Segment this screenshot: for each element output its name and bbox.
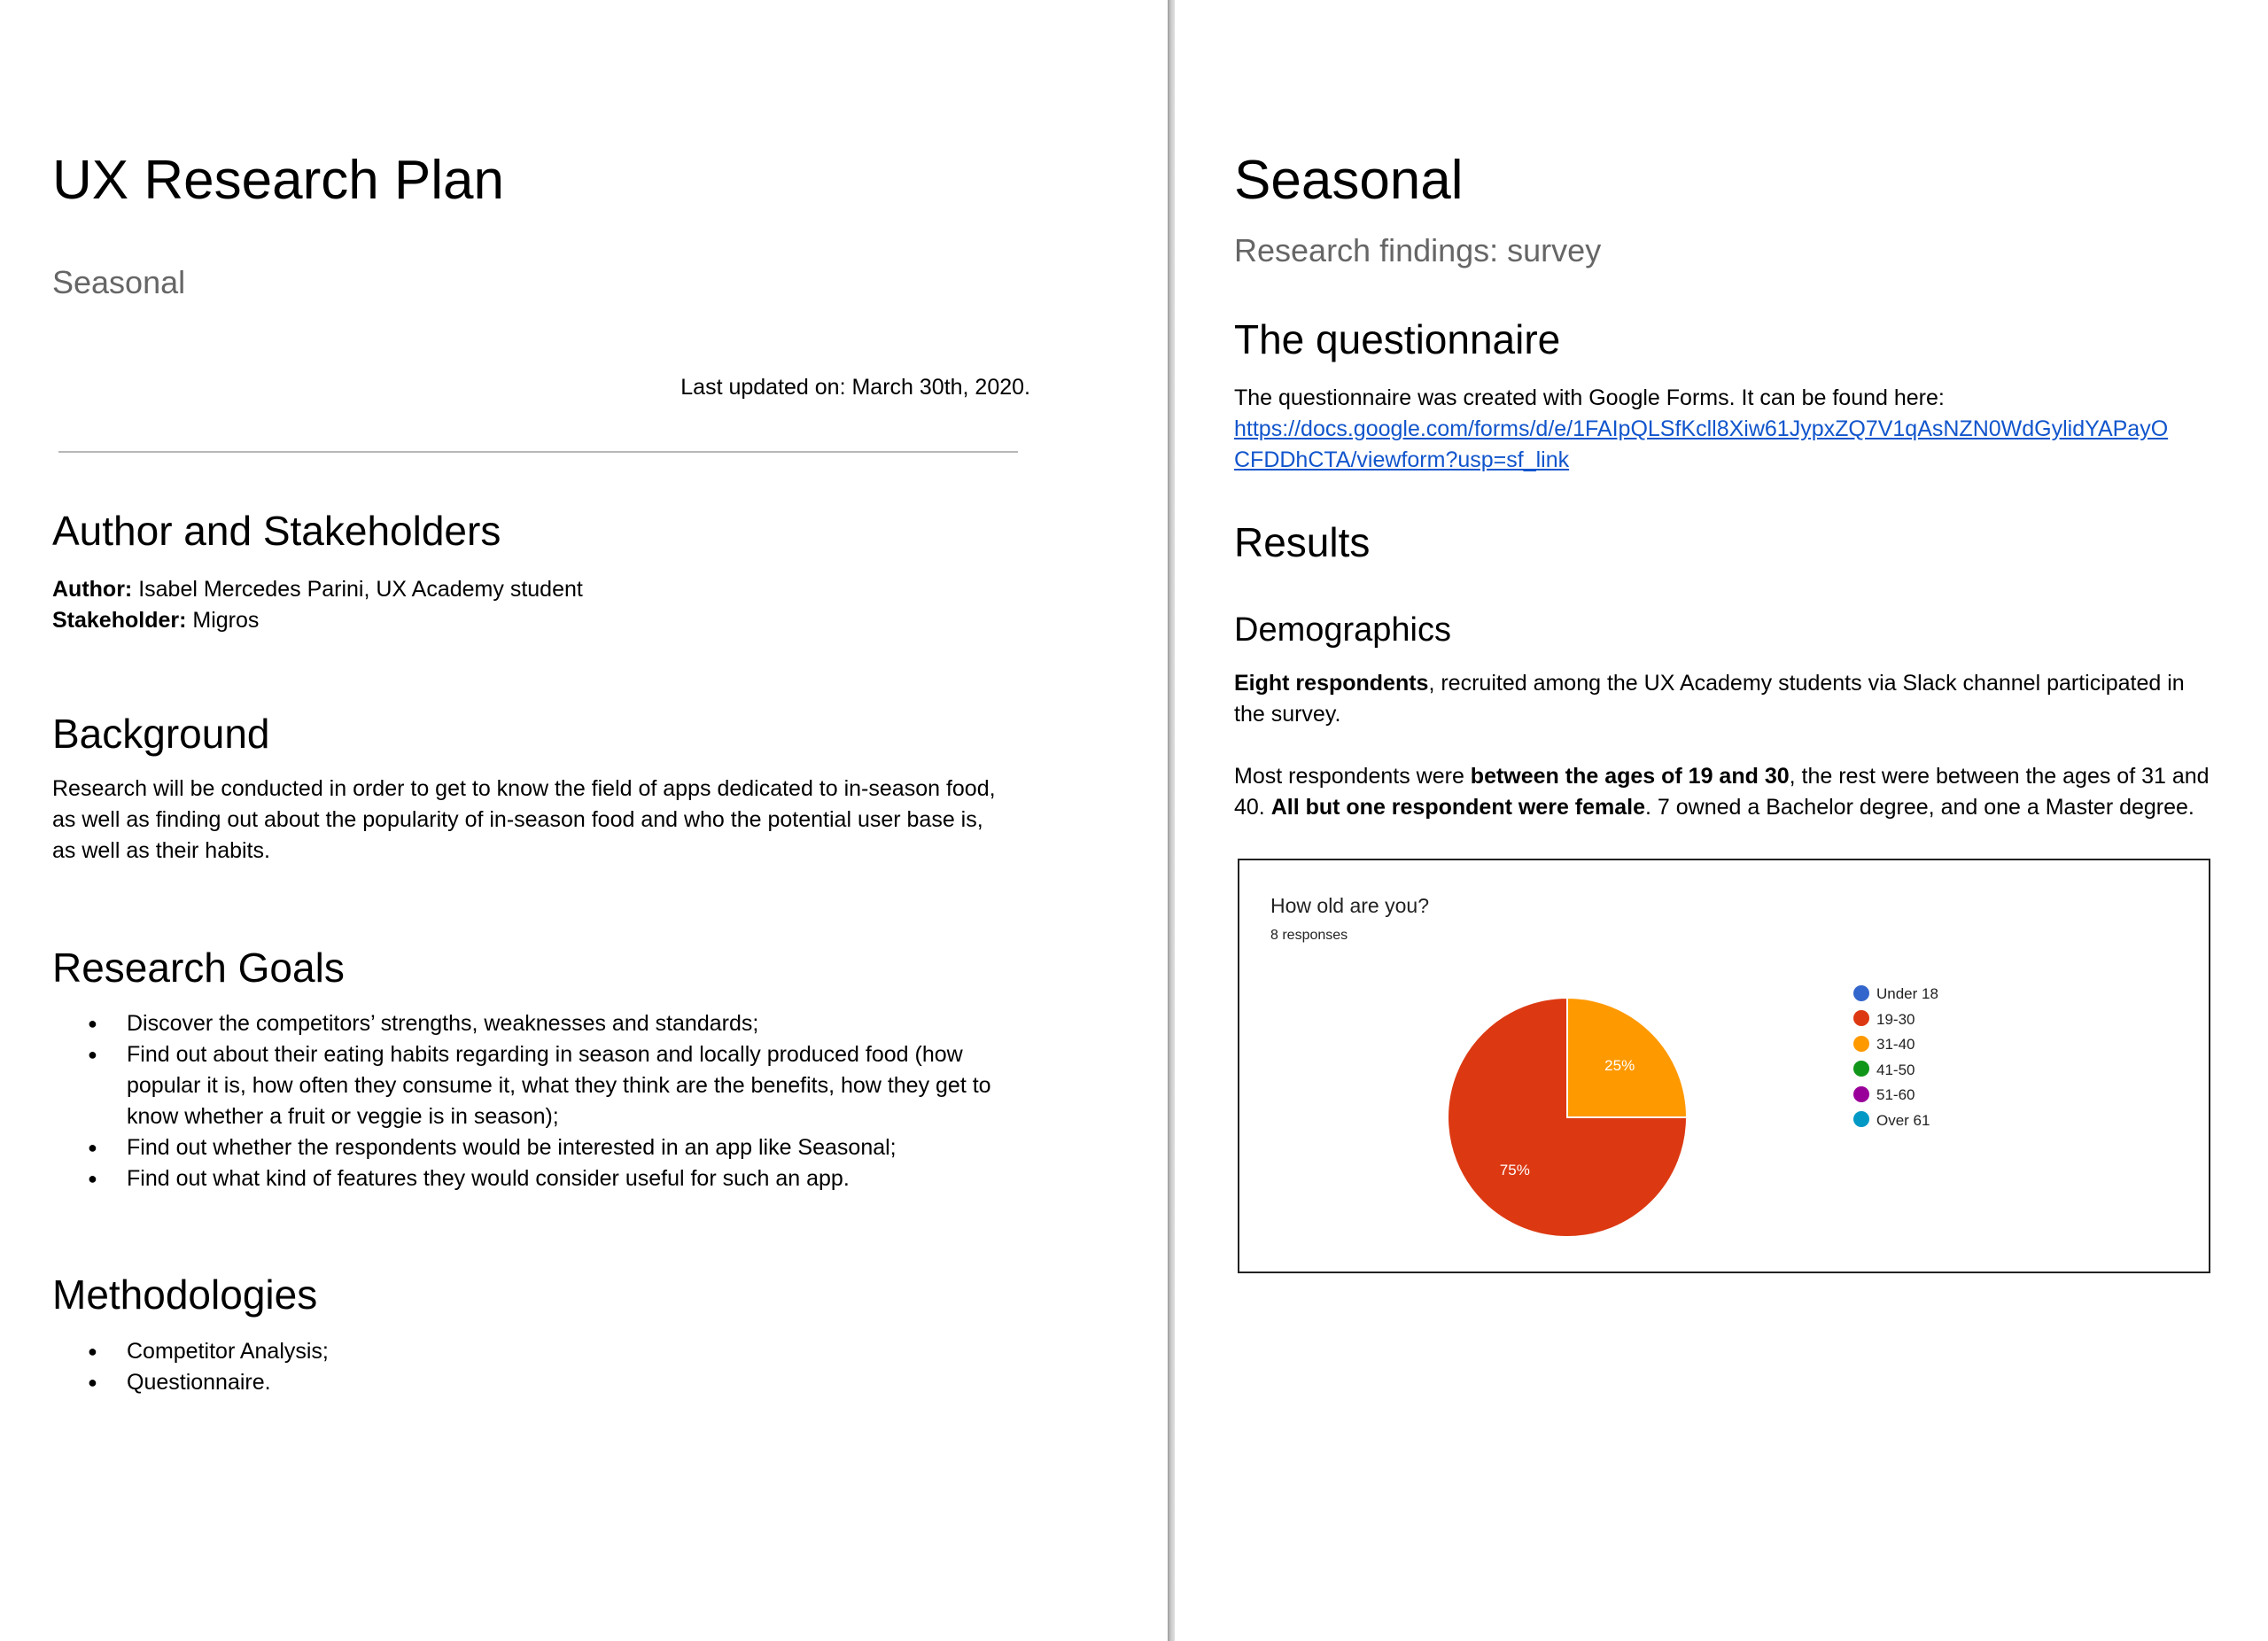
methods-heading: Methodologies: [52, 1272, 318, 1318]
findings-subtitle: Research findings: survey: [1234, 232, 1602, 268]
questionnaire-block: [1234, 383, 2218, 476]
legend-color-swatch: [1853, 1036, 1869, 1052]
stakeholder-label: Stakeholder:: [52, 608, 187, 633]
background-text: Research will be conducted in order to get to know the field of apps dedicated to in-season food, as well as finding out about the popularity of in-season food and who the potential user base is, as well as their habits.: [52, 776, 996, 863]
demographics-heading: Demographics: [1234, 611, 1451, 649]
legend-item: [1853, 1111, 1930, 1131]
legend-label: 51-60: [1876, 1086, 1915, 1103]
demo-bold-ages: between the ages of 19 and 30: [1470, 764, 1790, 789]
legend-item: [1853, 1010, 1915, 1030]
list-item: ● Competitor Analysis;: [52, 1336, 1027, 1367]
demo-text: . 7 owned a Bachelor degree, and one a Master degree.: [1645, 795, 2194, 820]
author-line: [52, 574, 1027, 605]
list-item: ● Questionnaire.: [52, 1367, 1027, 1398]
results-heading: Results: [1234, 519, 1371, 565]
legend-item: [1853, 1035, 1915, 1054]
pie-data-label: 25%: [1604, 1056, 1635, 1074]
author-value: Isabel Mercedes Parini, UX Academy student: [132, 577, 583, 602]
background-heading: Background: [52, 711, 270, 757]
legend-color-swatch: [1853, 1061, 1869, 1077]
author-label: Author:: [52, 577, 133, 602]
demographics-paragraph-1: [1234, 668, 2218, 730]
methods-list: [52, 1336, 1027, 1398]
legend-item: [1853, 1061, 1915, 1080]
legend-color-swatch: [1853, 985, 1869, 1001]
plan-title: UX Research Plan: [52, 150, 505, 211]
stakeholder-value: Migros: [186, 608, 260, 633]
findings-title: Seasonal: [1234, 150, 1464, 211]
pie-chart: [1417, 967, 1718, 1268]
demo-text: , recruited among the UX Academy students via Slack channel participated in the survey.: [1234, 671, 2185, 727]
questionnaire-link-line1[interactable]: https://docs.google.com/forms/d/e/1FAIpQLSfKcll8Xiw61JypxZQ7V1qAsNZN0WdGylidYAPayO: [1234, 416, 2169, 441]
horizontal-rule: [58, 451, 1018, 453]
author-block: [52, 574, 1027, 636]
list-item: ● Discover the competitors’ strengths, weaknesses and standards;: [52, 1008, 1027, 1039]
questionnaire-heading: The questionnaire: [1234, 316, 1561, 362]
chart-legend: [1853, 984, 2119, 1129]
questionnaire-text: The questionnaire was created with Google Forms. It can be found here:: [1234, 385, 1945, 410]
legend-label: Under 18: [1876, 985, 1938, 1002]
demographics-paragraph-2: [1234, 761, 2218, 823]
list-item: ● Find out whether the respondents would be interested in an app like Seasonal;: [52, 1132, 1027, 1163]
demo-text: , the rest were between the ages of 31 and 40.: [1234, 764, 2210, 820]
plan-subtitle: Seasonal: [52, 264, 186, 300]
goals-heading: Research Goals: [52, 945, 345, 991]
legend-label: 31-40: [1876, 1036, 1915, 1053]
author-heading: Author and Stakeholders: [52, 508, 501, 554]
legend-color-swatch: [1853, 1086, 1869, 1102]
legend-color-swatch: [1853, 1010, 1869, 1026]
legend-label: Over 61: [1876, 1111, 1930, 1129]
list-item: ● Find out about their eating habits regarding in season and locally produced food (how popular it is, how often they consume it, what they think are the benefits, how they get to know whether a fruit or veggie is in season);: [52, 1039, 1027, 1132]
list-item: ● Find out what kind of features they would consider useful for such an app.: [52, 1163, 1027, 1194]
legend-color-swatch: [1853, 1111, 1869, 1127]
goals-list: [52, 1008, 1027, 1194]
demo-bold-respondents: Eight respondents: [1234, 671, 1429, 696]
legend-label: 19-30: [1876, 1010, 1915, 1028]
pie-data-label: 75%: [1499, 1162, 1530, 1179]
chart-title: How old are you?: [1270, 894, 1429, 917]
stakeholder-line: [52, 605, 1027, 636]
demo-bold-female: All but one respondent were female: [1270, 795, 1646, 820]
demo-text: Most respondents were: [1234, 764, 1471, 789]
chart-subtitle: 8 responses: [1270, 928, 1348, 943]
last-updated: Last updated on: March 30th, 2020.: [680, 375, 1030, 400]
questionnaire-link-line2[interactable]: CFDDhCTA/viewform?usp=sf_link: [1234, 447, 1570, 472]
legend-item: [1853, 1085, 1915, 1105]
legend-label: 41-50: [1876, 1061, 1915, 1078]
legend-item: [1853, 984, 1938, 1004]
age-pie-chart-panel: [1238, 859, 2210, 1273]
